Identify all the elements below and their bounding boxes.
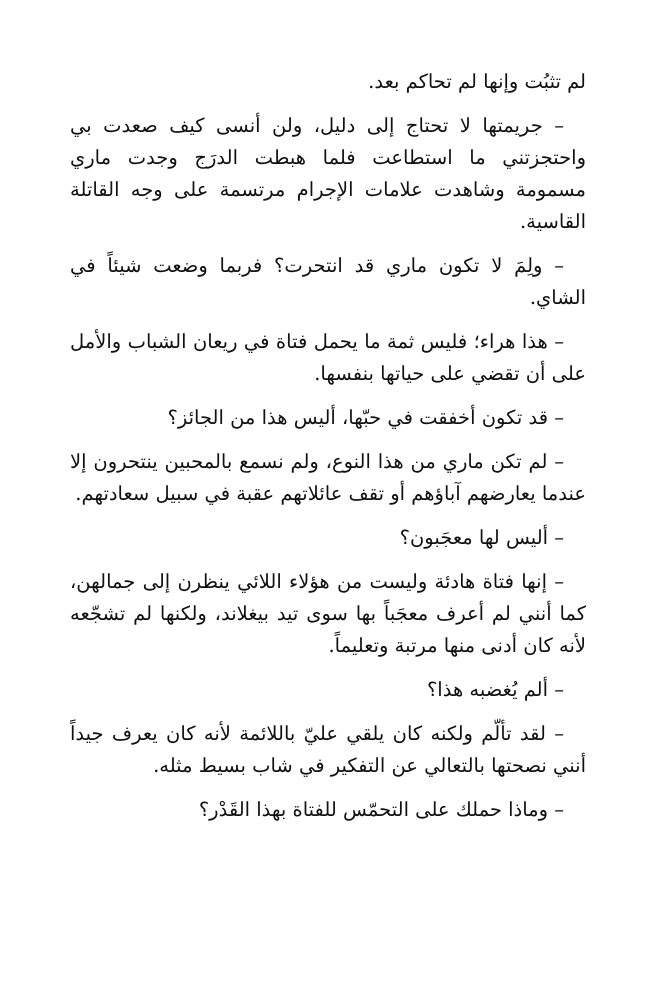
- paragraph-8: – إنها فتاة هادئة وليست من هؤلاء اللائي ينظرن إلى جمالهن، كما أنني لم أعرف معجَباً بها سوى تيد بيغلاند، ولكنها لم تشجّعه لأنه كان أدنى منها مرتبة وتعليماً.: [70, 570, 586, 657]
- paragraph-6: – لم تكن ماري من هذا النوع، ولم نسمع بالمحبين ينتحرون إلا عندما يعارضهم آباؤهم أو تقف عائلاتهم عقبة في سبيل سعادتهم.: [70, 450, 586, 505]
- paragraph-10: – لقد تألّم ولكنه كان يلقي عليّ باللائمة لأنه كان يعرف جيداً أنني نصحتها بالتعالي عن التفكير في شاب بسيط مثله.: [70, 722, 586, 777]
- paragraph-3: – ولِمَ لا تكون ماري قد انتحرت؟ فربما وضعت شيئاً في الشاي.: [70, 254, 586, 309]
- paragraph-2: – جريمتها لا تحتاج إلى دليل، ولن أنسى كيف صعدت بي واحتجزتني ما استطاعت فلما هبطت الدرَج وجدت ماري مسمومة وشاهدت علامات الإجرام مرتسمة على وجه القاتلة القاسية.: [70, 114, 586, 233]
- paragraph-5: – قد تكون أخفقت في حبّها، أليس هذا من الجائز؟: [167, 406, 564, 429]
- book-page: [70, 66, 586, 838]
- paragraph-7: – أليس لها معجَبون؟: [399, 526, 564, 549]
- paragraph-9: – ألم يُغضبه هذا؟: [426, 678, 564, 701]
- paragraph-11: – وماذا حملك على التحمّس للفتاة بهذا القَدْر؟: [198, 798, 564, 821]
- paragraph-1: لم تثبُت وإنها لم تحاكم بعد.: [368, 70, 586, 93]
- paragraph-4: – هذا هراء؛ فليس ثمة ما يحمل فتاة في ريعان الشباب والأمل على أن تقضي على حياتها بنفسها.: [70, 330, 586, 385]
